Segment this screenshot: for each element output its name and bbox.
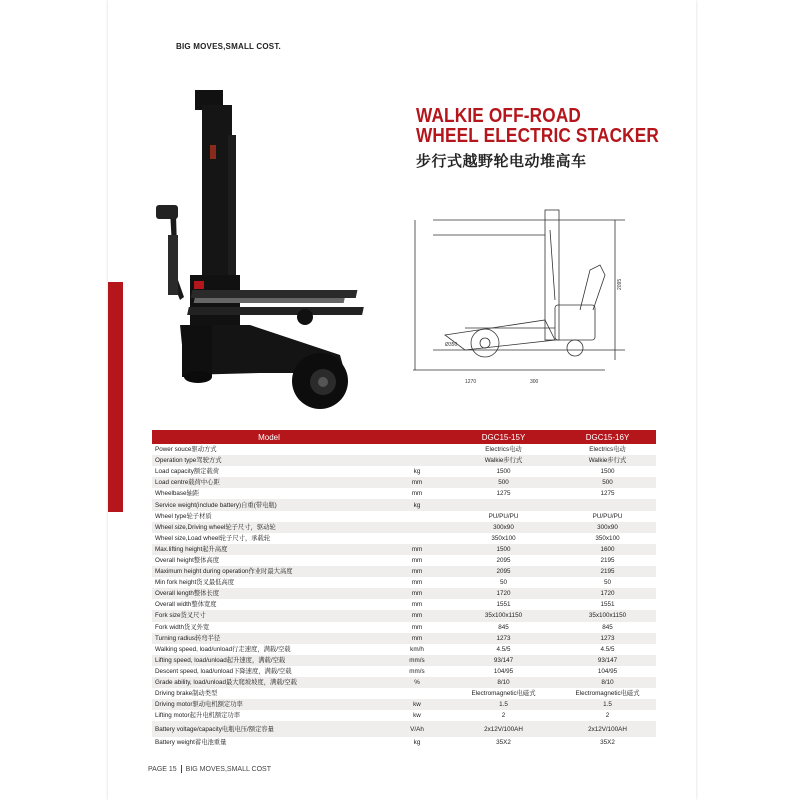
spec-value-b-cell: 35x100x1150 — [559, 610, 656, 621]
spec-value-b-cell: PU/PU/PU — [592, 512, 623, 520]
product-title — [416, 106, 659, 146]
spec-name-cell: Min fork height货叉最低高度 — [155, 579, 235, 587]
dim-height: 2095 — [617, 278, 623, 290]
title-line-2: WHEEL ELECTRIC STACKER — [416, 125, 660, 147]
spec-value-b-cell: 2195 — [559, 566, 656, 577]
table-row — [152, 610, 656, 621]
spec-name-cell: Lifting speed, load/unload起升速度，满载/空载 — [152, 655, 386, 666]
table-row — [152, 721, 656, 737]
table-row — [152, 688, 656, 699]
spec-unit-cell: % — [386, 677, 448, 688]
technical-drawing — [405, 200, 637, 390]
table-row — [152, 555, 656, 566]
spec-value-b-cell: 1500 — [600, 468, 615, 476]
spec-value-a-cell: 1551 — [496, 601, 511, 609]
spec-name-cell: Maximum height during operation作业时最大高度 — [152, 566, 386, 577]
spec-name-cell: Battery weight蓄电池重量 — [155, 739, 227, 747]
spec-value-a-cell: 2x12V/100AH — [448, 721, 559, 737]
spec-value-a-cell: 2095 — [496, 556, 511, 564]
page-number: PAGE 15 — [148, 765, 177, 773]
spec-name-cell: Lifting motor起升电机额定功率 — [155, 712, 241, 720]
spec-name-cell: Driving brake制动类型 — [155, 690, 218, 698]
spec-name-cell: Fork width货叉外宽 — [155, 623, 210, 631]
spec-value-b-cell: 8/10 — [559, 677, 656, 688]
fork-upper — [191, 290, 358, 298]
spec-value-a-cell: 1.5 — [448, 699, 559, 710]
spec-value-a-cell: 1500 — [448, 544, 559, 555]
table-row — [152, 710, 656, 721]
spec-unit-cell: kg — [413, 739, 421, 747]
spec-table — [152, 430, 656, 748]
header-model-b: DGC15-16Y — [559, 430, 656, 444]
table-row — [152, 633, 656, 644]
spec-value-a-cell: 1275 — [496, 490, 511, 498]
table-row — [152, 699, 656, 710]
spec-value-a-cell: 1720 — [448, 588, 559, 599]
spec-unit-cell: mm — [411, 623, 423, 631]
spec-unit-cell: mm — [386, 588, 448, 599]
spec-unit-cell: mm — [411, 601, 423, 609]
dim-length-right: 300 — [530, 379, 539, 385]
spec-value-b-cell: Electrics电动 — [589, 446, 626, 454]
spec-unit-cell — [386, 455, 448, 466]
spec-unit-cell: mm — [386, 610, 448, 621]
spec-value-b-cell: 4.5/5 — [600, 645, 615, 653]
spec-value-b-cell: 1.5 — [559, 699, 656, 710]
table-row — [152, 477, 656, 488]
spec-value-a-cell: 35x100x1150 — [448, 610, 559, 621]
spec-value-a-cell: 2095 — [448, 566, 559, 577]
spec-value-a-cell: 300x90 — [448, 522, 559, 533]
spec-unit-cell: mm — [386, 477, 448, 488]
spec-value-a-cell — [448, 499, 559, 510]
header-model: Model — [152, 430, 386, 444]
spec-name-cell: Overall length整体长度 — [152, 588, 386, 599]
spec-value-a-cell: PU/PU/PU — [488, 512, 519, 520]
spec-name-cell: Load centre载荷中心距 — [152, 477, 386, 488]
table-header-row — [152, 430, 656, 444]
spec-value-b-cell: Walkie步行式 — [559, 455, 656, 466]
table-row — [152, 666, 656, 677]
spec-name-cell: Turning radius转弯半径 — [152, 633, 386, 644]
spec-value-a-cell: 845 — [498, 623, 509, 631]
table-row — [152, 737, 656, 748]
spec-value-a-cell: 350x100 — [491, 534, 516, 542]
spec-unit-cell — [386, 444, 448, 455]
spec-name-cell: Descent speed, load/unload下降速度，满载/空载 — [155, 667, 292, 675]
spec-value-a-cell: Electrics电动 — [485, 446, 522, 454]
table-row — [152, 444, 656, 455]
title-line-1: WALKIE OFF-ROAD — [416, 105, 582, 127]
spec-unit-cell: mm/s — [386, 655, 448, 666]
spec-value-a-cell: 104/95 — [493, 667, 514, 675]
spec-unit-cell: mm — [411, 556, 423, 564]
table-row — [152, 533, 656, 544]
spec-unit-cell: mm — [411, 579, 423, 587]
spec-value-b-cell: 104/95 — [597, 667, 618, 675]
table-row — [152, 566, 656, 577]
spec-value-a-cell: Electromagnetic电磁式 — [471, 690, 536, 698]
dim-length-left: 1270 — [465, 379, 477, 385]
table-row — [152, 522, 656, 533]
spec-value-b-cell: Electromagnetic电磁式 — [575, 690, 640, 698]
spec-value-b-cell: 35X2 — [600, 739, 615, 747]
spec-value-a-cell: 50 — [499, 579, 507, 587]
spec-value-b-cell: 1273 — [559, 633, 656, 644]
spec-unit-cell: kw — [386, 699, 448, 710]
table-body — [152, 444, 656, 748]
header-unit — [386, 430, 448, 444]
spec-value-b-cell: 2x12V/100AH — [559, 721, 656, 737]
spec-name-cell: Fork size货叉尺寸 — [152, 610, 386, 621]
table-row — [152, 455, 656, 466]
spec-unit-cell: mm/s — [409, 667, 425, 675]
spec-value-a-cell: Walkie步行式 — [448, 455, 559, 466]
spec-value-b-cell: 50 — [603, 579, 611, 587]
spec-name-cell: Wheelbase轴距 — [155, 490, 200, 498]
spec-unit-cell: mm — [386, 544, 448, 555]
spec-value-b-cell: 300x90 — [559, 522, 656, 533]
table-row — [152, 644, 656, 655]
spec-value-b-cell: 1720 — [559, 588, 656, 599]
table-row — [152, 511, 656, 522]
spec-value-a-cell: 35X2 — [496, 739, 511, 747]
footer-divider — [181, 765, 182, 773]
table-row — [152, 466, 656, 477]
spec-unit-cell: kg — [413, 468, 421, 476]
spec-unit-cell: km/h — [410, 645, 424, 653]
table-row — [152, 599, 656, 610]
spec-value-b-cell: 93/147 — [559, 655, 656, 666]
spec-unit-cell — [386, 522, 448, 533]
spec-name-cell: Load capacity额定载荷 — [155, 468, 220, 476]
spec-name-cell: Battery voltage/capacity电瓶电压/额定容量 — [152, 721, 386, 737]
spec-name-cell: Walking speed, load/unload行走速度，满载/空载 — [155, 645, 291, 653]
table-row — [152, 488, 656, 499]
spec-value-b-cell: 2 — [605, 712, 610, 720]
spec-name-cell: Max.lifting height起升高度 — [152, 544, 386, 555]
spec-name-cell: Wheel size,Load wheel轮子尺寸，承载轮 — [155, 534, 271, 542]
spec-value-b-cell: 1551 — [600, 601, 615, 609]
spec-unit-cell: mm — [411, 490, 423, 498]
table-row — [152, 588, 656, 599]
table-row — [152, 577, 656, 588]
spec-value-b-cell: 845 — [602, 623, 613, 631]
header-slogan: BIG MOVES,SMALL COST. — [176, 42, 281, 51]
spec-unit-cell: mm — [386, 633, 448, 644]
spec-value-a-cell: 2 — [501, 712, 506, 720]
table-row — [152, 622, 656, 633]
spec-value-a-cell: 500 — [448, 477, 559, 488]
spec-unit-cell — [386, 533, 448, 544]
spec-name-cell: Overall height整体高度 — [155, 556, 220, 564]
spec-name-cell: Driving motor驱动电机额定功率 — [152, 699, 386, 710]
spec-value-b-cell: 350x100 — [595, 534, 620, 542]
table-row — [152, 677, 656, 688]
spec-value-b-cell: 1275 — [600, 490, 615, 498]
spec-name-cell: Grade ability, load/unload最大爬坡坡度，满载/空载 — [152, 677, 386, 688]
table-row — [152, 499, 656, 510]
spec-unit-cell: kw — [413, 712, 421, 720]
footer-slogan: BIG MOVES,SMALL COST — [185, 765, 271, 773]
spec-name-cell: Overall width整体宽度 — [155, 601, 217, 609]
spec-value-b-cell: 500 — [559, 477, 656, 488]
spec-value-a-cell: 4.5/5 — [496, 645, 511, 653]
spec-unit-cell: kg — [386, 499, 448, 510]
table-row — [152, 655, 656, 666]
spec-value-a-cell: 1500 — [496, 468, 511, 476]
spec-name-cell: Operation type驾驶方式 — [152, 455, 386, 466]
spec-unit-cell: V/Ah — [386, 721, 448, 737]
spec-unit-cell — [386, 688, 448, 699]
spec-unit-cell — [386, 511, 448, 522]
spec-name-cell: Power souce驱动方式 — [155, 446, 217, 454]
spec-value-a-cell: 93/147 — [448, 655, 559, 666]
spec-unit-cell: mm — [386, 566, 448, 577]
header-model-a: DGC15-15Y — [448, 430, 559, 444]
footer — [148, 765, 271, 773]
spec-value-b-cell — [559, 499, 656, 510]
spec-value-b-cell: 2195 — [600, 556, 615, 564]
spec-name-cell: Wheel type轮子材质 — [155, 512, 212, 520]
stacker-photo — [140, 85, 390, 415]
spec-value-b-cell: 1600 — [559, 544, 656, 555]
dim-wheel: Ø350 — [445, 342, 458, 348]
table-row — [152, 544, 656, 555]
accent-bar — [108, 282, 123, 512]
spec-name-cell: Service weight(include battery)自重(带电瓶) — [152, 499, 386, 510]
product-title-chinese: 步行式越野轮电动堆高车 — [416, 153, 587, 170]
spec-value-a-cell: 8/10 — [448, 677, 559, 688]
spec-value-a-cell: 1273 — [448, 633, 559, 644]
spec-name-cell: Wheel size,Driving wheel轮子尺寸，驱动轮 — [152, 522, 386, 533]
fork-lower — [187, 307, 364, 315]
